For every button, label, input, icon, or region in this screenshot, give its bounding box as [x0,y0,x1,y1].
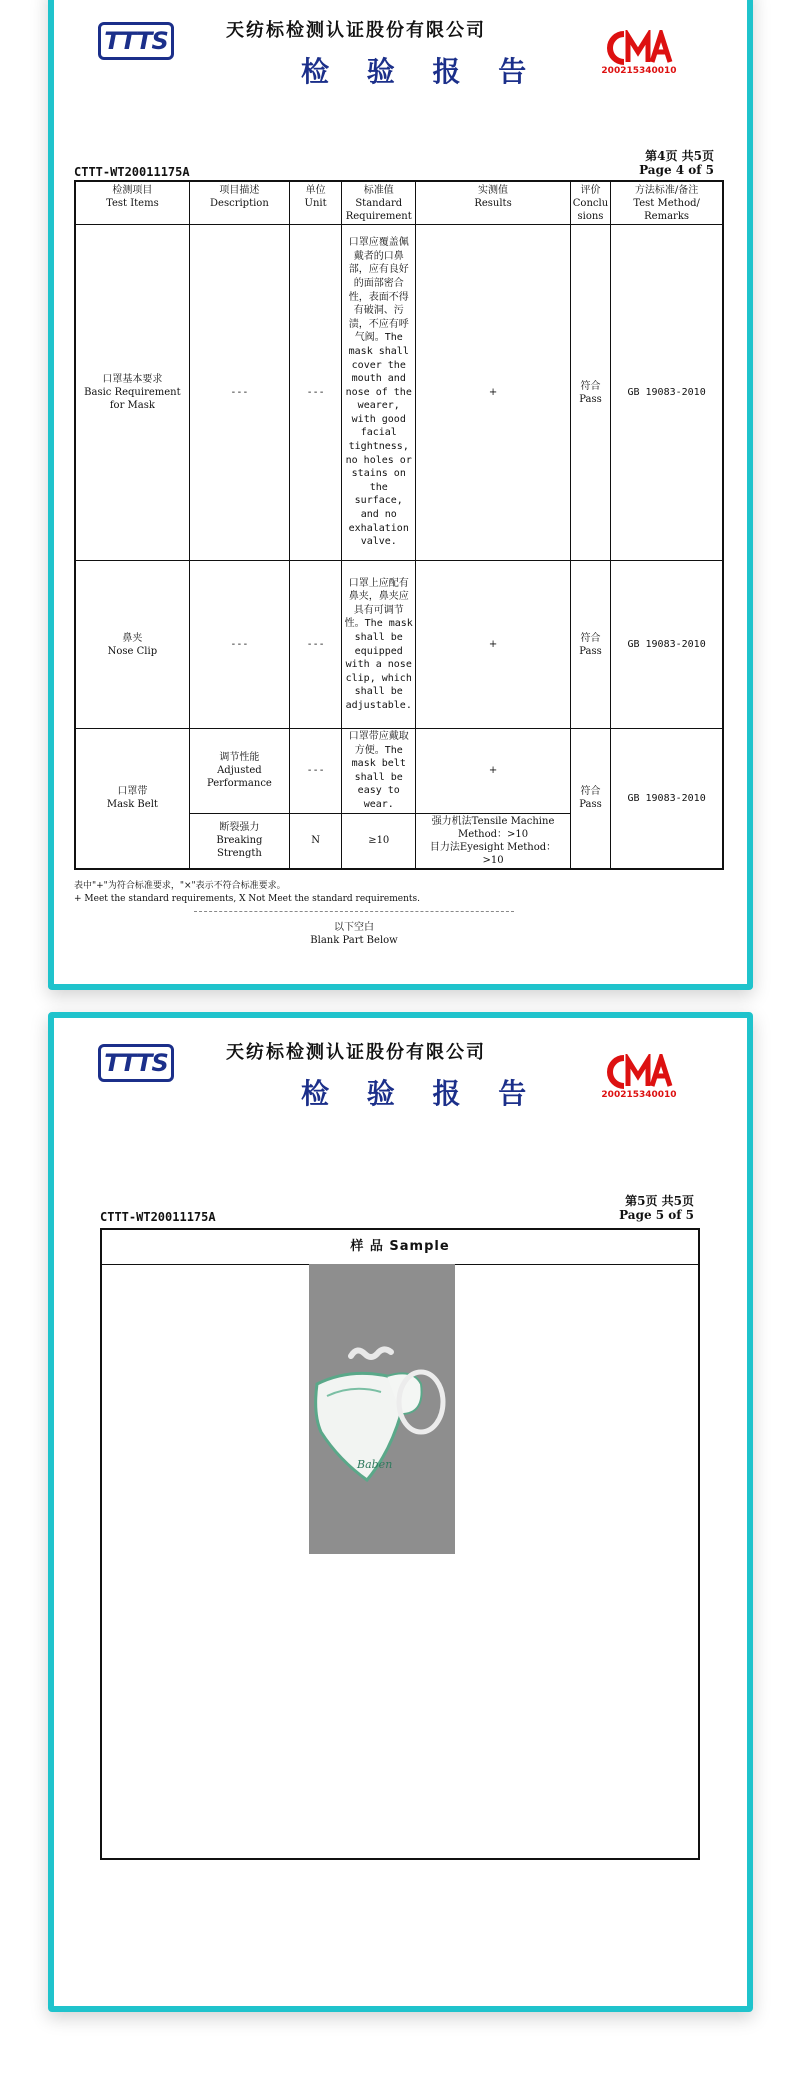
page-number-cn: 第5页 共5页 [625,1194,694,1208]
report-page-5 [48,1012,753,2012]
page-number [554,1194,694,1222]
table-header-row [75,181,723,225]
report-page-4 [48,0,753,990]
page-number-en: Page 4 of 5 [639,163,714,177]
mask-image [309,1264,455,1554]
desc-belt-break: 断裂强力 Breaking Strength [189,813,289,869]
result-belt-break: 强力机法Tensile Machine Method：>10 目力法Eyesight Method： >10 [416,813,570,869]
item-belt: 口罩带 Mask Belt [75,729,189,869]
company-name: 天纺标检测认证股份有限公司 [226,1042,486,1063]
sample-title: 样 品 Sample [102,1230,698,1265]
unit-basic: --- [290,225,342,561]
conclusion-belt: 符合 Pass [570,729,610,869]
report-number: CTTT-WT20011175A [100,1210,216,1224]
method-belt: GB 19083-2010 [611,729,723,869]
item-nose: 鼻夹 Nose Clip [75,561,189,729]
standard-nose: 口罩上应配有鼻夹，鼻夹应具有可调节性。The mask shall be equipped with a nose clip, which shall be adjustable. [342,561,416,729]
standard-basic: 口罩应覆盖佩戴者的口鼻部，应有良好的面部密合性，表面不得有破洞、污渍，不应有呼气阀。The mask shall cover the mouth and nose of the wearer, with good facial tightness, no holes or stains on the surface, and no exhalation valve. [342,225,416,561]
tts-logo: TTTS [98,22,174,60]
cma-logo [598,30,680,76]
blank-cn: 以下空白 [334,922,374,933]
blank-en: Blank Part Below [310,935,398,946]
desc-basic: --- [189,225,289,561]
note-cn: 表中"+"为符合标准要求，"×"表示不符合标准要求。 [74,881,286,891]
tts-logo: TTTS [98,1044,174,1082]
desc-belt-adjust: 调节性能 Adjusted Performance [189,729,289,814]
col-conclusion: 评价 Conclu sions [570,181,610,225]
cma-number: 200215340010 [601,1090,677,1100]
mask-brand-text: Baben [357,1458,393,1471]
sample-photo [309,1264,455,1554]
conclusion-nose: 符合 Pass [570,561,610,729]
blank-part-below [254,921,454,947]
test-results-table [74,180,724,870]
report-header [54,1018,747,1148]
col-results: 实测值 Results [416,181,570,225]
cma-logo [598,1054,680,1100]
col-unit: 单位 Unit [290,181,342,225]
table-note [74,880,420,906]
cma-number: 200215340010 [601,66,677,76]
page-number-en: Page 5 of 5 [619,1208,694,1222]
unit-belt-adjust: --- [290,729,342,814]
method-nose: GB 19083-2010 [611,561,723,729]
result-nose: + [416,561,570,729]
conclusion-basic: 符合 Pass [570,225,610,561]
divider [194,911,514,912]
report-header [54,0,747,130]
cma-mark-icon [604,30,674,66]
report-title: 检 验 报 告 [301,1077,541,1110]
col-desc: 项目描述 Description [189,181,289,225]
cma-mark-icon [604,1054,674,1090]
col-items: 检测项目 Test Items [75,181,189,225]
standard-belt-adjust: 口罩带应戴取方便。The mask belt shall be easy to wear. [342,729,416,814]
col-method: 方法标准/备注 Test Method/ Remarks [611,181,723,225]
report-title: 检 验 报 告 [301,55,541,88]
unit-belt-break: N [290,813,342,869]
table-row [75,561,723,729]
note-en: + Meet the standard requirements, X Not Meet the standard requirements. [74,894,420,904]
result-belt-adjust: + [416,729,570,814]
result-basic: + [416,225,570,561]
method-basic: GB 19083-2010 [611,225,723,561]
page-number [574,149,714,177]
page-number-cn: 第4页 共5页 [645,149,714,163]
sample-section [100,1228,700,1860]
unit-nose: --- [290,561,342,729]
report-number: CTTT-WT20011175A [74,165,190,179]
table-row [75,729,723,814]
col-standard: 标准值 Standard Requirement [342,181,416,225]
table-row [75,225,723,561]
company-name: 天纺标检测认证股份有限公司 [226,20,486,41]
item-basic: 口罩基本要求 Basic Requirement for Mask [75,225,189,561]
desc-nose: --- [189,561,289,729]
standard-belt-break: ≥10 [342,813,416,869]
